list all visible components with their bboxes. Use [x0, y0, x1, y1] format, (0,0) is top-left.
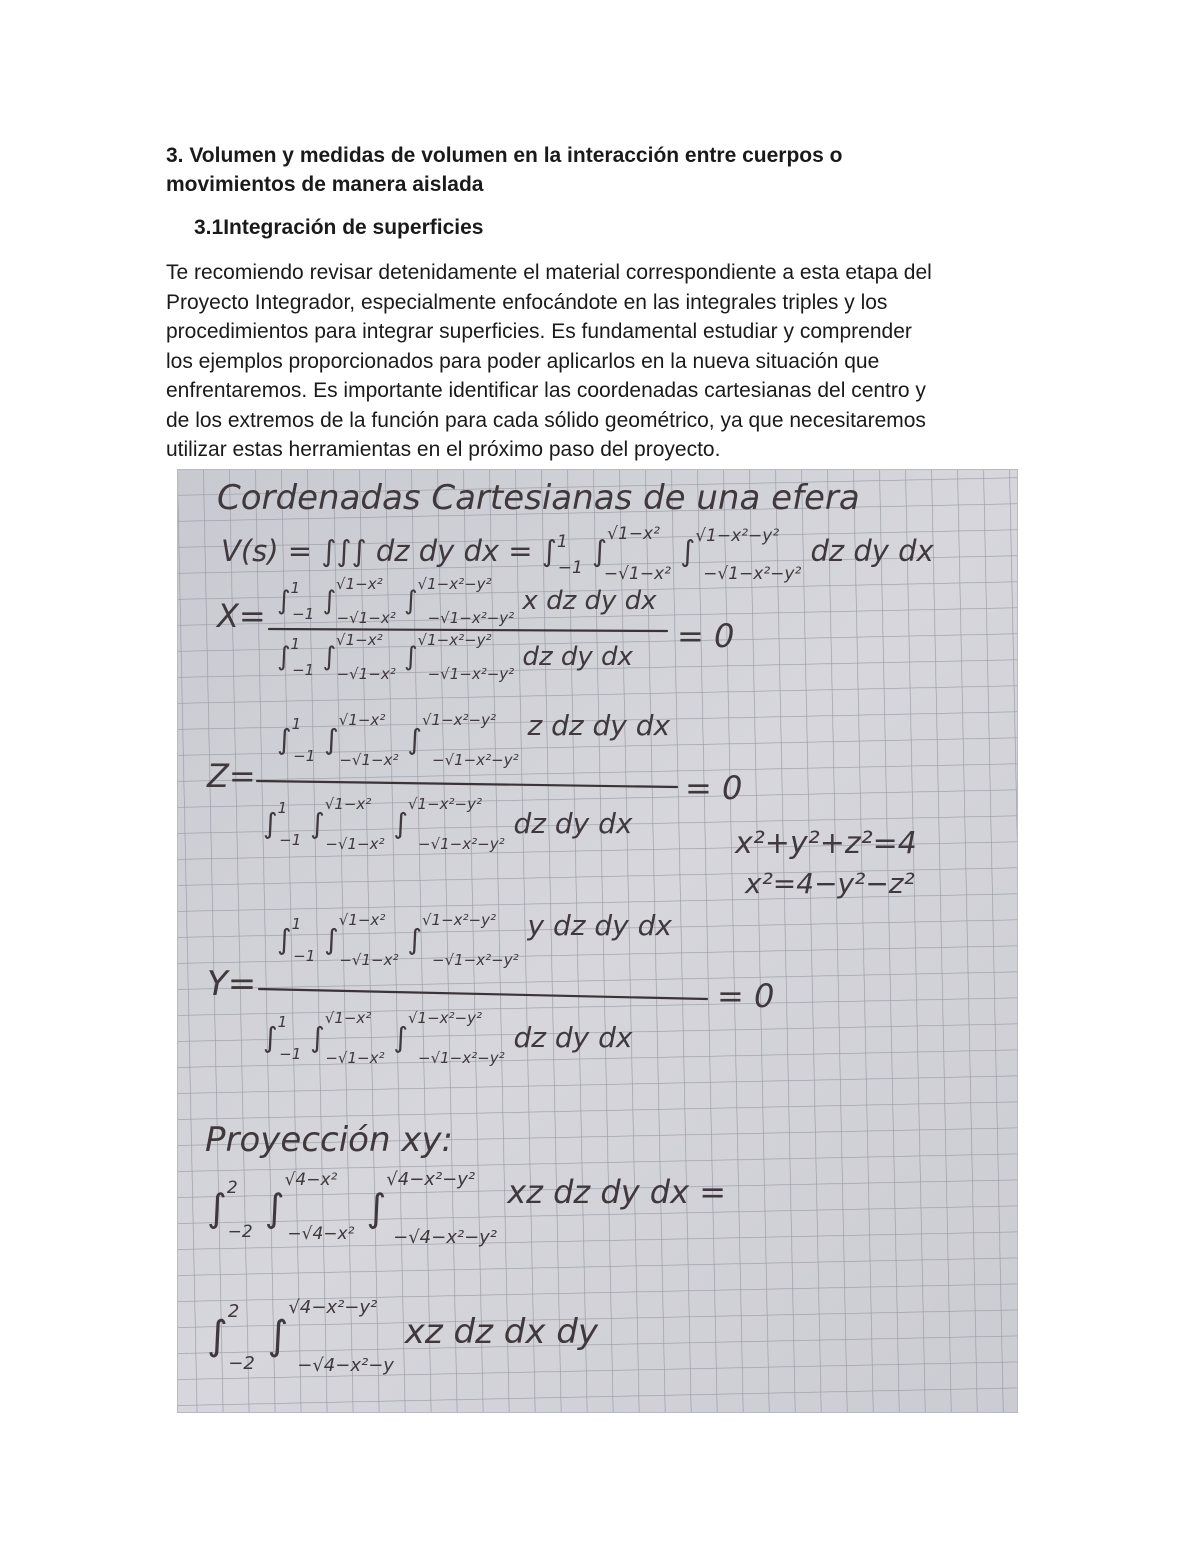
graph-paper-photo	[177, 469, 1018, 1413]
projection-expression-1: ∫$^2$ −2 ∫$^{√4-x^2}$ −√4−x² ∫$^{√4-x^2-y^2}$ −√4−x²−y² $^{xz dz dy dx =}$	[207, 1169, 727, 1248]
z-numerator: ∫$^1$ −1 ∫$^{√1-x^2}$ −√1−x² ∫$^{√1-x^2-y^2}$ −√1−x²−y² z dz dy dx	[277, 709, 671, 769]
body-paragraph	[166, 258, 1046, 465]
paragraph-line: utilizar estas herramientas en el próximo paso del proyecto.	[166, 438, 721, 461]
section-heading	[166, 141, 1046, 199]
z-variable: Z=	[207, 757, 256, 795]
sphere-equation: x²+y²+z²=4	[735, 826, 917, 861]
x-numerator: ∫$^1$ −1 ∫$^{√1-x^2}$ −√1−x² ∫$^{√1-x^2-y^2}$ −√1−x²−y² x dz dy dx	[277, 575, 657, 627]
x-squared-equation: x²=4−y²−z²	[745, 867, 915, 900]
paragraph-line: Proyecto Integrador, especialmente enfocándote en las integrales triples y los	[166, 290, 888, 314]
z-result: = 0	[685, 769, 743, 807]
projection-expression-2: ∫$^2$ −2 ∫$^{√4-x^2-y^2}$ −√4−x²−y $^{xz dz dx dy}$	[207, 1297, 598, 1376]
paragraph-line: los ejemplos proporcionados para poder aplicarlos en la nueva situación que	[166, 349, 880, 373]
heading-line-2: movimientos de manera aislada	[166, 173, 484, 196]
paragraph-line: Te recomiendo revisar detenidamente el material correspondiente a esta etapa del	[166, 261, 932, 284]
heading-line-1: 3. Volumen y medidas de volumen en la interacción entre cuerpos o	[166, 144, 843, 167]
x-result: = 0	[677, 617, 735, 655]
x-denominator: ∫$^1$ −1 ∫$^{√1-x^2}$ −√1−x² ∫$^{√1-x^2-y^2}$ −√1−x²−y² dz dy dx	[277, 631, 633, 683]
volume-expression: V(s) = ∫∫∫ dz dy dx = ∫$^1$ −1 ∫$^{√1-x^2}$ −√1−x² ∫$^{√1-x^2-y^2}$ −√1−x²−y² dz dy dx	[221, 524, 934, 584]
paragraph-line: de los extremos de la función para cada sólido geométrico, ya que necesitaremos	[166, 408, 926, 432]
paragraph-line: enfrentaremos. Es importante identificar las coordenadas cartesianas del centro y	[166, 379, 926, 402]
y-denominator: ∫$^1$ −1 ∫$^{√1-x^2}$ −√1−x² ∫$^{√1-x^2-y^2}$ −√1−x²−y² dz dy dx	[263, 1009, 633, 1067]
handwritten-title: Cordenadas Cartesianas de una efera	[217, 478, 860, 518]
paragraph-line: procedimientos para integrar superficies. Es fundamental estudiar y comprender	[166, 320, 912, 343]
z-denominator: ∫$^1$ −1 ∫$^{√1-x^2}$ −√1−x² ∫$^{√1-x^2-y^2}$ −√1−x²−y² dz dy dx	[263, 795, 633, 853]
y-result: = 0	[717, 977, 775, 1015]
handwritten-notes-photo	[177, 469, 1018, 1413]
y-variable: Y=	[207, 964, 257, 1004]
x-variable: X=	[217, 597, 266, 635]
projection-label: Proyección xy:	[205, 1120, 454, 1160]
y-numerator: ∫$^1$ −1 ∫$^{√1-x^2}$ −√1−x² ∫$^{√1-x^2-y^2}$ −√1−x²−y² y dz dy dx	[277, 909, 672, 969]
subsection-heading: 3.1Integración de superficies	[194, 216, 484, 239]
